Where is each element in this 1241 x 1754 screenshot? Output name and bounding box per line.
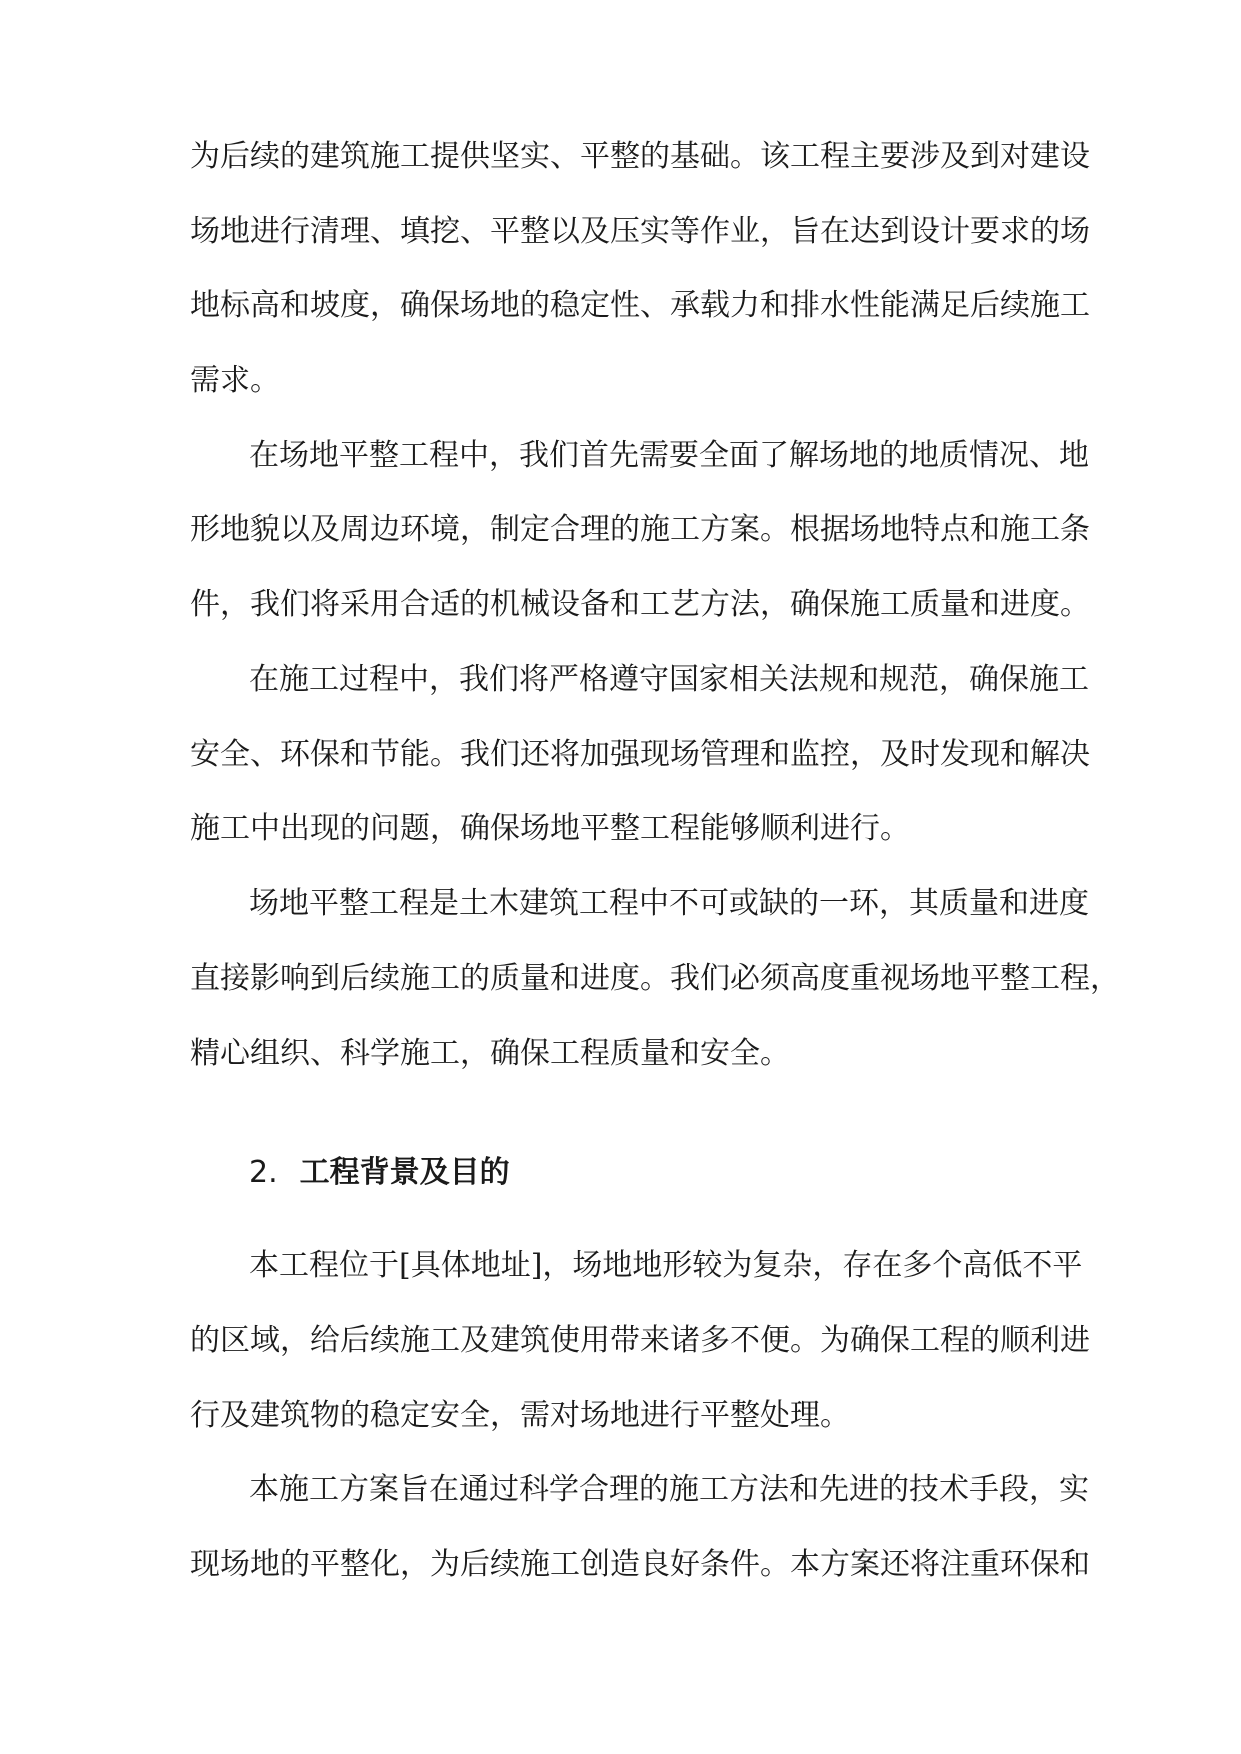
- paragraph-4-line-1: 场地平整工程是土木建筑工程中不可或缺的一环，其质量和进度: [249, 886, 1089, 921]
- section-paragraph-1-line-2: 的区域，给后续施工及建筑使用带来诸多不便。为确保工程的顺利进: [190, 1323, 1090, 1358]
- paragraph-4-line-3: 精心组织、科学施工，确保工程质量和安全。: [190, 1036, 790, 1071]
- section-title: 工程背景及目的: [299, 1155, 510, 1190]
- paragraph-2-line-2: 形地貌以及周边环境，制定合理的施工方案。根据场地特点和施工条: [190, 512, 1090, 547]
- paragraph-1-line-2: 场地进行清理、填挖、平整以及压实等作业，旨在达到设计要求的场: [190, 214, 1090, 249]
- paragraph-2-line-1: 在场地平整工程中，我们首先需要全面了解场地的地质情况、地: [249, 438, 1089, 473]
- section-paragraph-2-line-1: 本施工方案旨在通过科学合理的施工方法和先进的技术手段，实: [249, 1472, 1089, 1507]
- paragraph-3-line-2: 安全、环保和节能。我们还将加强现场管理和监控，及时发现和解决: [190, 737, 1090, 772]
- paragraph-4-line-2: 直接影响到后续施工的质量和进度。我们必须高度重视场地平整工程，: [190, 961, 1120, 996]
- paragraph-3-line-3: 施工中出现的问题，确保场地平整工程能够顺利进行。: [190, 811, 910, 846]
- section-paragraph-1-line-1: 本工程位于[具体地址]，场地地形较为复杂，存在多个高低不平: [249, 1248, 1083, 1283]
- paragraph-1-line-1: 为后续的建筑施工提供坚实、平整的基础。该工程主要涉及到对建设: [190, 139, 1090, 174]
- paragraph-2-line-3: 件，我们将采用合适的机械设备和工艺方法，确保施工质量和进度。: [190, 587, 1090, 622]
- paragraph-1-line-3: 地标高和坡度，确保场地的稳定性、承载力和排水性能满足后续施工: [190, 288, 1090, 323]
- section-heading: [249, 1153, 510, 1193]
- section-paragraph-1-line-3: 行及建筑物的稳定安全，需对场地进行平整处理。: [190, 1398, 850, 1433]
- section-paragraph-2-line-2: 现场地的平整化，为后续施工创造良好条件。本方案还将注重环保和: [190, 1547, 1090, 1582]
- section-number: 2.: [249, 1155, 278, 1190]
- paragraph-1-line-4: 需求。: [190, 363, 280, 398]
- paragraph-3-line-1: 在施工过程中，我们将严格遵守国家相关法规和规范，确保施工: [249, 662, 1089, 697]
